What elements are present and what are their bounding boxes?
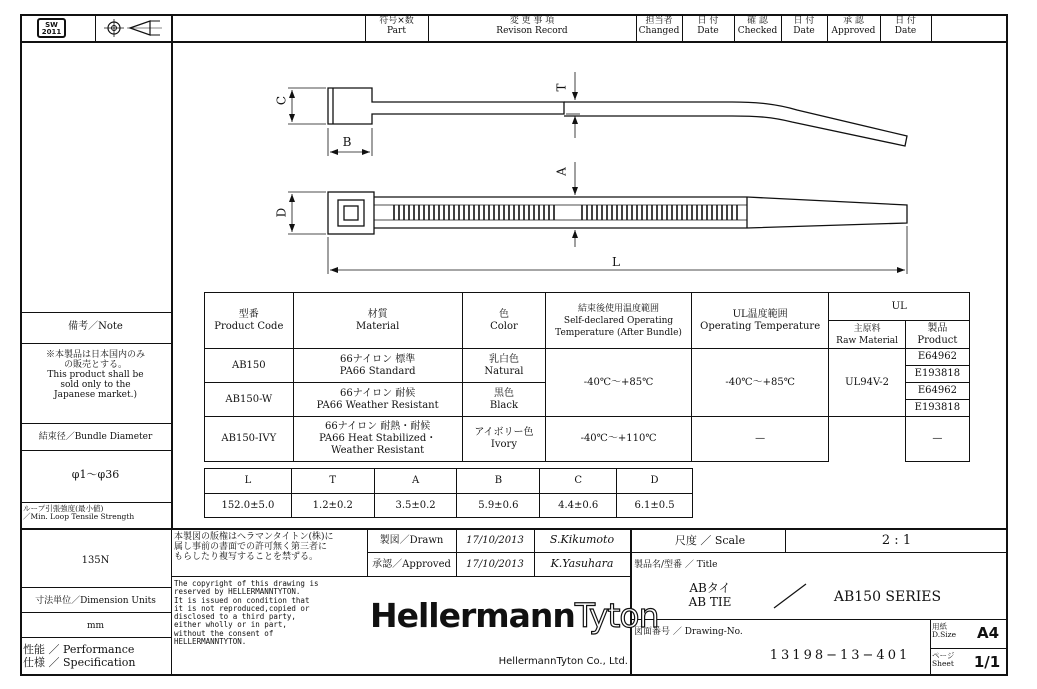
drawing-no-value: 13198−13−401 xyxy=(769,648,911,663)
approved-date: 17/10/2013 xyxy=(466,559,524,570)
ul-product-number: E64962 xyxy=(905,383,969,400)
title-series: AB150 SERIES xyxy=(833,589,942,605)
approved-label: 承認／Approved xyxy=(372,559,451,570)
rev-date1-label: 日 付 Date xyxy=(697,16,719,36)
raw-material-value: UL94V-2 xyxy=(829,349,905,417)
dimension-label-c: C xyxy=(274,95,289,106)
ul-temp-range-std: -40℃～+85℃ xyxy=(691,349,829,417)
badge-line-1: SW xyxy=(45,21,58,29)
dim-value: 152.0±5.0 xyxy=(205,494,292,518)
raw-material-empty xyxy=(829,417,905,462)
ul-product-number: E193818 xyxy=(905,400,969,417)
dim-header: C xyxy=(540,469,617,494)
rev-record-label: 変 更 事 項 Revison Record xyxy=(496,16,568,36)
dimension-label-t: T xyxy=(554,83,569,92)
dimension-label-b: B xyxy=(342,135,352,149)
header-material: 材質 Material xyxy=(293,293,462,349)
note-text: ※本製品は日本国内のみ の販売とする。 This product shall be sold only to the Japanese market.) xyxy=(45,350,145,400)
cable-tie-drawing xyxy=(172,42,1007,288)
sw-badge xyxy=(37,18,66,38)
third-angle-projection-icon xyxy=(100,17,164,39)
dimension-units-value: mm xyxy=(86,621,105,631)
rev-checked-label: 確 認 Checked xyxy=(737,16,778,36)
row-code: AB150-W xyxy=(205,383,294,417)
row-material: 66ナイロン 標準 PA66 Standard xyxy=(293,349,462,383)
dim-value: 3.5±0.2 xyxy=(374,494,457,518)
loop-tensile-title: ループ引張強度(最小値) ／Min. Loop Tensile Strength xyxy=(23,504,135,522)
dim-value: 6.1±0.5 xyxy=(617,494,693,518)
scale-value: 2 : 1 xyxy=(881,533,912,548)
title-block-top xyxy=(20,528,1008,530)
dim-value: 4.4±0.6 xyxy=(540,494,617,518)
dim-value: 5.9±0.6 xyxy=(457,494,540,518)
note-title: 備考／Note xyxy=(68,321,123,332)
temp-range-ivy: -40℃～+110℃ xyxy=(546,417,692,462)
header-product-code: 型番 Product Code xyxy=(205,293,294,349)
badge-line-2: 2011 xyxy=(41,28,62,36)
dim-header: L xyxy=(205,469,292,494)
temp-range-std: -40℃～+85℃ xyxy=(546,349,692,417)
dimension-label-a: A xyxy=(554,167,569,176)
spec-table xyxy=(204,292,970,462)
rev-date2-label: 日 付 Date xyxy=(793,16,815,36)
rev-part-label: 符号×数 Part xyxy=(379,16,414,36)
corner-divider xyxy=(95,14,96,41)
scale-label: 尺度 ／ Scale xyxy=(674,534,746,547)
approved-signature: K.Yasuhara xyxy=(550,557,614,570)
ul-temp-range-ivy: — xyxy=(691,417,829,462)
performance-spec-label: 性能 ／ Performance 仕様 ／ Specification xyxy=(23,643,136,669)
dimensions-table xyxy=(204,468,693,518)
title-separator-slash xyxy=(770,582,810,610)
row-material: 66ナイロン 耐熱・耐候 PA66 Heat Stabilized・ Weather Resistant xyxy=(293,417,462,462)
ul-product-number: E193818 xyxy=(905,366,969,383)
paper-size-value: A4 xyxy=(976,624,1000,642)
sheet-value: 1/1 xyxy=(973,653,1001,671)
row-code: AB150-IVY xyxy=(205,417,294,462)
row-color: 乳白色 Natural xyxy=(462,349,546,383)
dimension-label-l: L xyxy=(612,255,620,269)
header-color: 色 Color xyxy=(462,293,546,349)
copyright-en: The copyright of this drawing is reserved by HELLERMANNTYTON. It is issued on condition that it is not reproduced,copied or disclosed to a third party, either wholly or in part, without the consent of HELLERMANNTYTON. xyxy=(174,579,319,647)
drawn-date: 17/10/2013 xyxy=(466,535,524,546)
bundle-diameter-value: φ1～φ36 xyxy=(71,468,120,481)
dim-header: T xyxy=(291,469,374,494)
ul-product-ivy: — xyxy=(905,417,969,462)
row-code: AB150 xyxy=(205,349,294,383)
row-material: 66ナイロン 耐候 PA66 Weather Resistant xyxy=(293,383,462,417)
dimension-label-d: D xyxy=(274,207,289,218)
row-color: 黒色 Black xyxy=(462,383,546,417)
drawn-signature: S.Kikumoto xyxy=(549,533,615,546)
header-raw-material: 主原料 Raw Material xyxy=(829,321,905,349)
company-name: HellermannTyton Co., Ltd. xyxy=(498,656,628,667)
hellermanntyton-logo: HellermannTyton xyxy=(370,596,659,635)
ul-product-number: E64962 xyxy=(905,349,969,366)
header-ul-product: 製品 Product xyxy=(905,321,969,349)
bundle-diameter-title: 結束径／Bundle Diameter xyxy=(38,432,153,442)
rev-date3-label: 日 付 Date xyxy=(894,16,917,36)
header-ul: UL xyxy=(829,293,970,321)
rev-changed-label: 担当者 Changed xyxy=(638,16,680,36)
header-operating-temp: 結束後使用温度範囲 Self-declared Operating Temperature (After Bundle) xyxy=(546,293,692,349)
rev-approved-label: 承 認 Approved xyxy=(831,16,876,36)
dimension-units-title: 寸法単位／Dimension Units xyxy=(35,596,156,606)
header-ul-temp: UL温度範囲 Operating Temperature xyxy=(691,293,829,349)
dim-value: 1.2±0.2 xyxy=(291,494,374,518)
paper-size-label: 用紙 D.Size xyxy=(932,622,957,640)
drawing-no-label: 図面番号 ／ Drawing-No. xyxy=(634,627,743,637)
copyright-jp: 本製図の版権はヘラマンタイトン(株)に 属し事前の書面での許可無く第三者に もらしたり複写することを禁ずる。 xyxy=(174,532,334,562)
loop-tensile-value: 135N xyxy=(81,555,110,566)
dim-header: B xyxy=(457,469,540,494)
title-product: ABタイ AB TIE xyxy=(688,581,732,609)
row-color: アイボリー色 Ivory xyxy=(462,417,546,462)
dim-header: A xyxy=(374,469,457,494)
sheet-label: ページ Sheet xyxy=(932,651,955,669)
dim-header: D xyxy=(617,469,693,494)
drawn-label: 製図／Drawn xyxy=(379,535,444,546)
title-label: 製品名/型番 ／ Title xyxy=(634,560,718,570)
